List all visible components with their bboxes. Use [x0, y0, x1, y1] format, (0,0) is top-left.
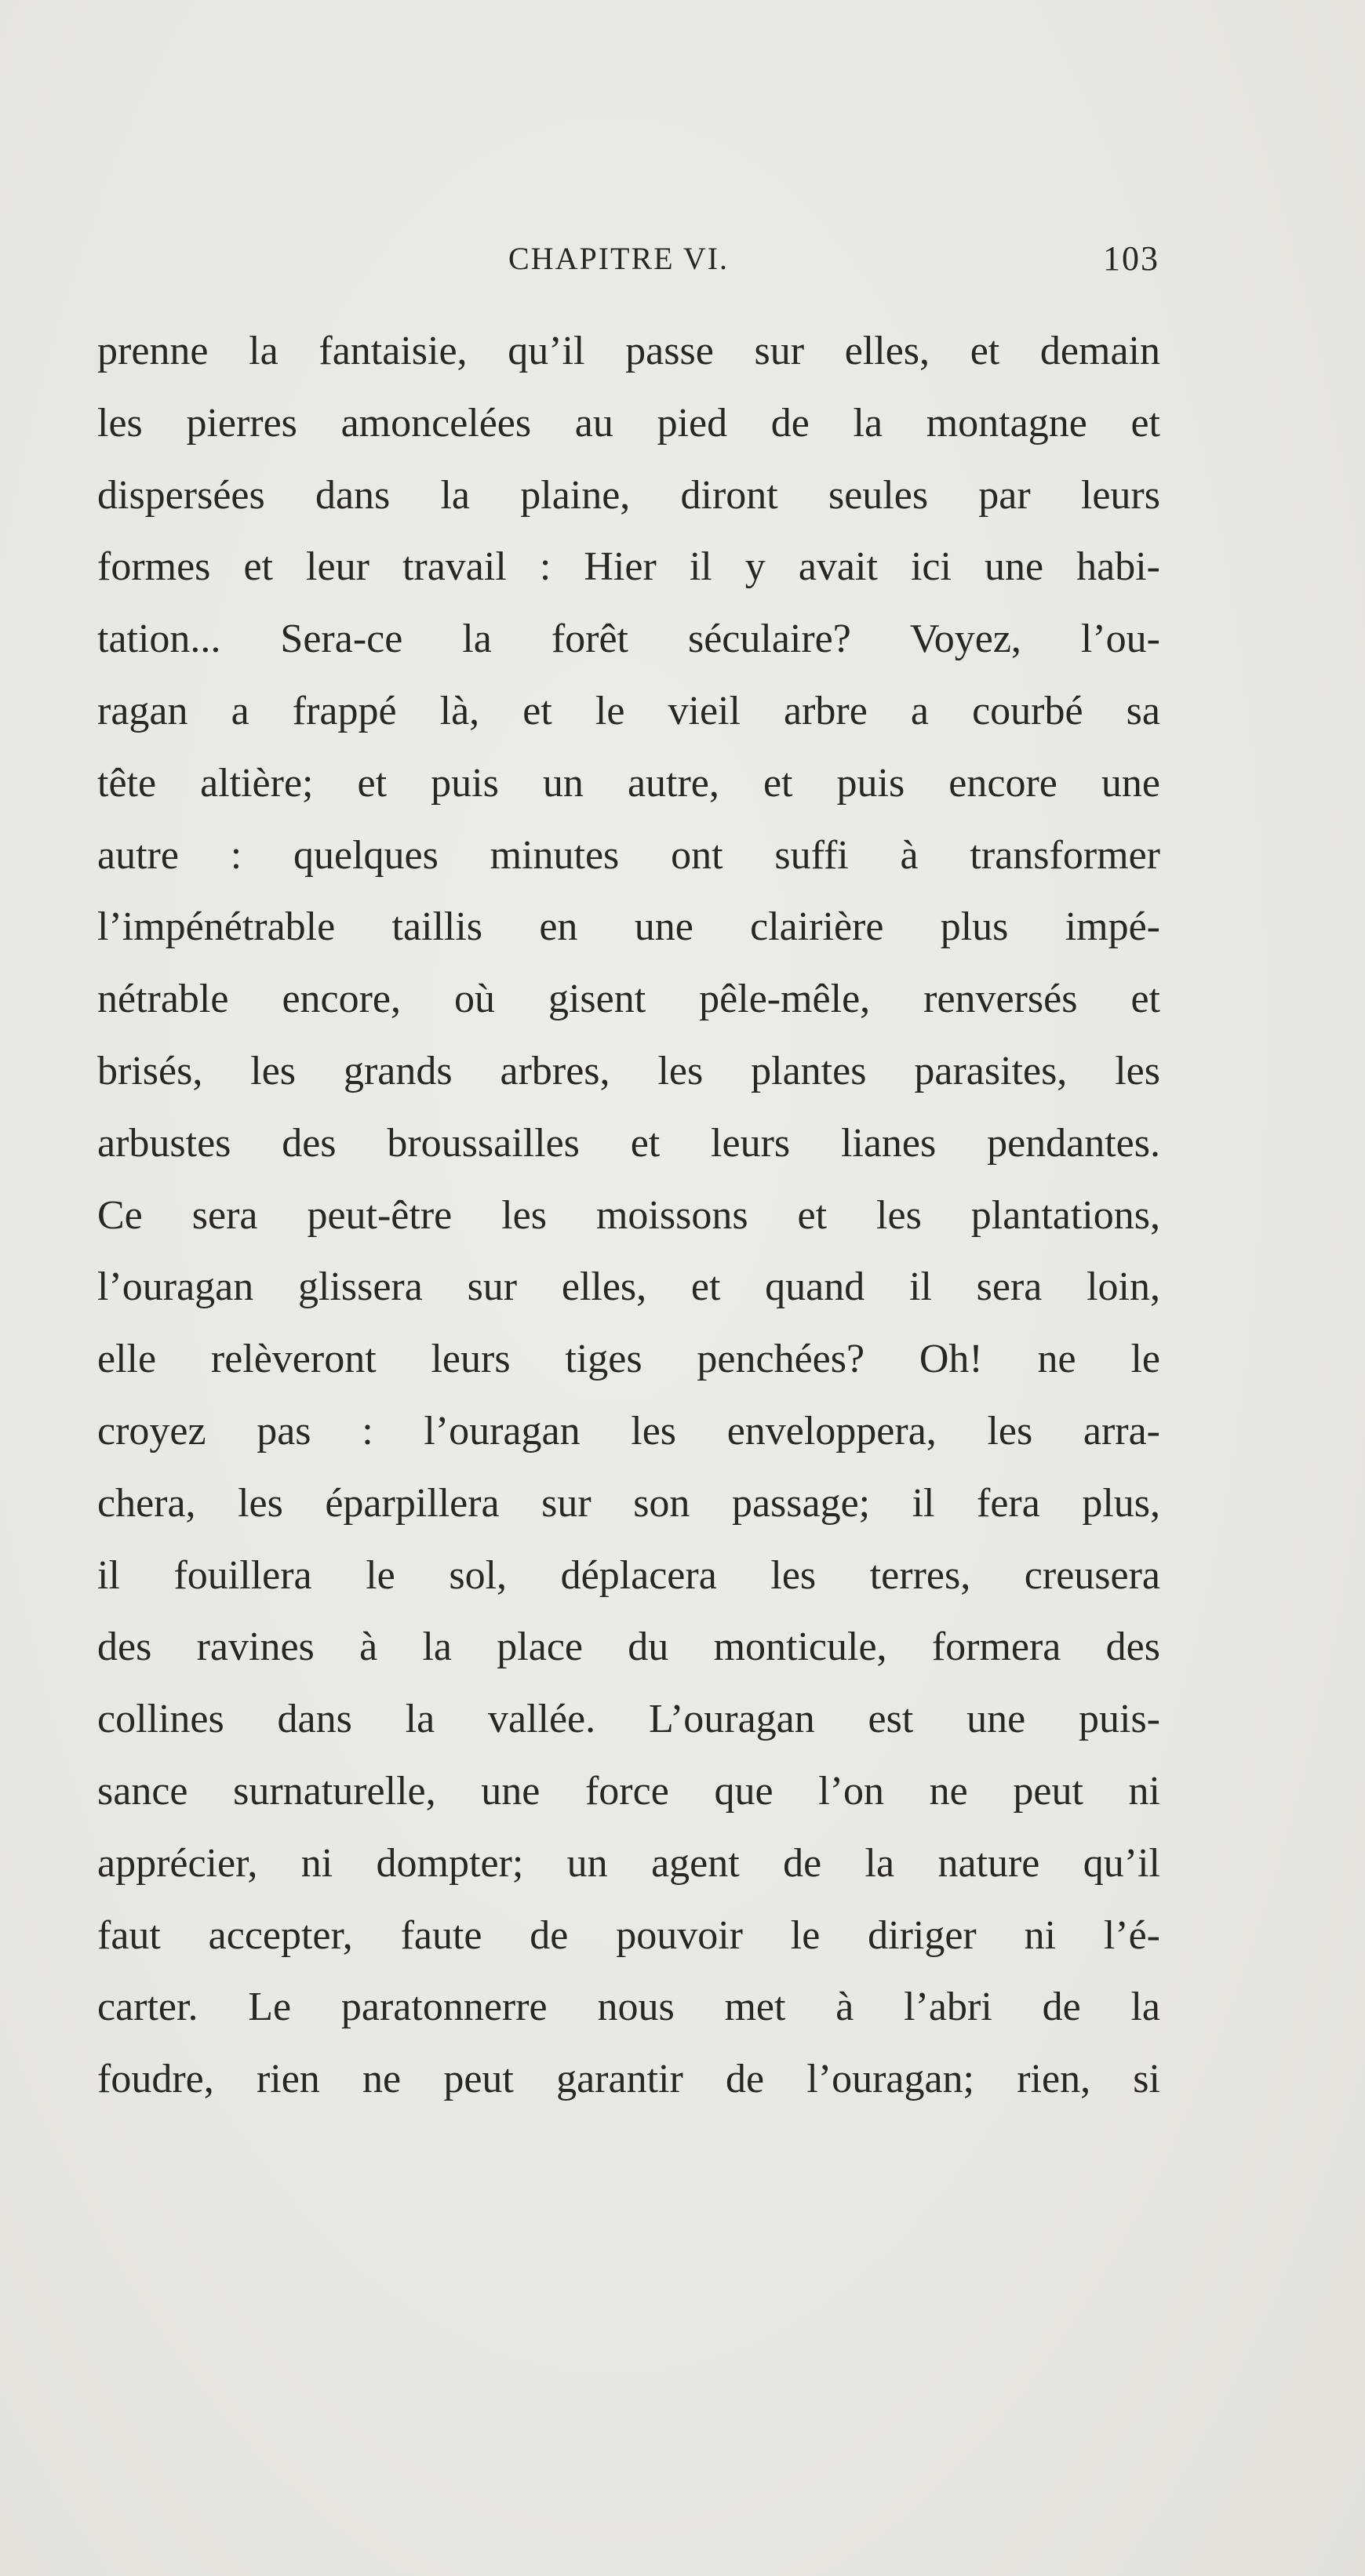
body-text [97, 315, 1160, 2116]
text-line: chera, les éparpillera sur son passage; il fera plus, [97, 1480, 1160, 1526]
text-line: formes et leur travail : Hier il y avait ici une habi- [97, 544, 1160, 590]
page-number: 103 [1103, 239, 1159, 278]
text-line: les pierres amoncelées au pied de la montagne et [97, 400, 1160, 446]
text-line: tation... Sera-ce la forêt séculaire? Voyez, l’ou- [97, 617, 1160, 662]
text-line: nétrable encore, où gisent pêle-mêle, renversés et [97, 977, 1160, 1022]
text-line: croyez pas : l’ouragan les enveloppera, les arra- [97, 1408, 1160, 1454]
text-line: brisés, les grands arbres, les plantes parasites, les [97, 1048, 1160, 1093]
text-line: faut accepter, faute de pouvoir le diriger ni l’é- [97, 1912, 1160, 1958]
text-line: des ravines à la place du monticule, formera des [97, 1625, 1160, 1670]
text-line: collines dans la vallée. L’ouragan est une puis- [97, 1697, 1160, 1742]
text-line: arbustes des broussailles et leurs lianes pendantes. [97, 1120, 1160, 1166]
text-line: l’ouragan glissera sur elles, et quand il sera loin, [97, 1264, 1160, 1310]
text-line: Ce sera peut-être les moissons et les plantations, [97, 1192, 1160, 1238]
text-line: foudre, rien ne peut garantir de l’ouragan; rien, si [97, 2057, 1160, 2102]
text-line: ragan a frappé là, et le vieil arbre a courbé sa [97, 688, 1160, 733]
text-line: prenne la fantaisie, qu’il passe sur elles, et demain [97, 329, 1160, 373]
text-line: dispersées dans la plaine, diront seules par leurs [97, 472, 1160, 518]
text-line: l’impénétrable taillis en une clairière plus impé- [97, 904, 1160, 950]
text-line: il fouillera le sol, déplacera les terres, creusera [97, 1552, 1160, 1598]
running-head [508, 235, 1159, 282]
text-line: autre : quelques minutes ont suffi à transformer [97, 832, 1160, 878]
chapter-title: CHAPITRE VI. [508, 241, 730, 276]
text-line: apprécier, ni dompter; un agent de la nature qu’il [97, 1840, 1160, 1886]
text-line: sance surnaturelle, une force que l’on ne peut ni [97, 1768, 1160, 1814]
text-line: elle relèveront leurs tiges penchées? Oh! ne le [97, 1337, 1160, 1382]
text-line: carter. Le paratonnerre nous met à l’abri de la [97, 1985, 1160, 2030]
text-line: tête altière; et puis un autre, et puis encore une [97, 760, 1160, 806]
